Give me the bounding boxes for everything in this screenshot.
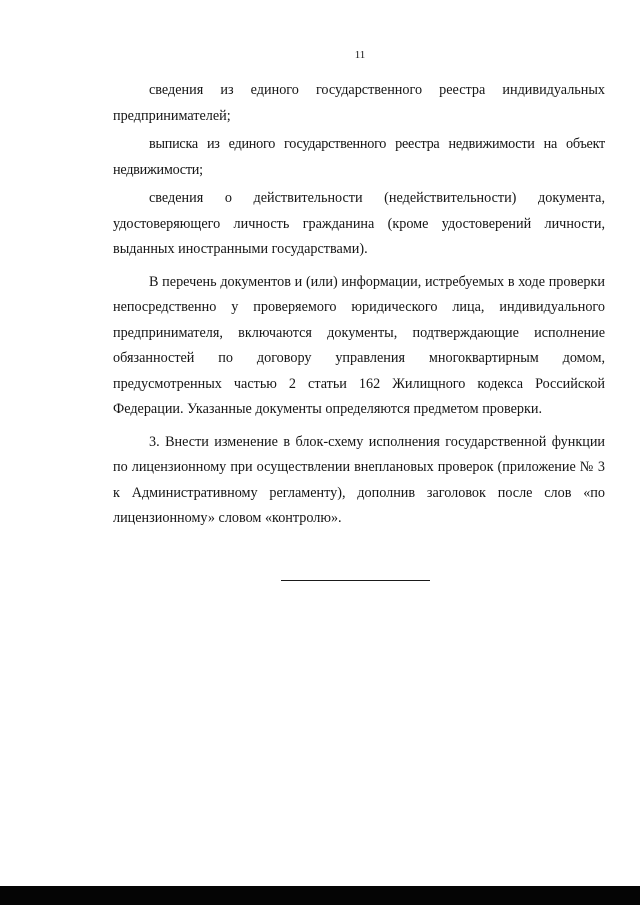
scan-edge-bar xyxy=(0,886,640,905)
paragraph-id-document-validity: сведения о действительности (недействительности) документа, удостоверяющего личность гражданина (кроме удостоверений личности, выданных иностранными государствами). xyxy=(113,190,605,257)
document-body xyxy=(113,78,605,532)
paragraph-egrn-extract: выписка из единого государственного реестра недвижимости на объект недвижимости; xyxy=(113,136,605,178)
closing-divider xyxy=(281,580,430,581)
paragraph-flowchart-amendment: 3. Внести изменение в блок-схему исполнения государственной функции по лицензионному при осуществлении внеплановых проверок (приложение № 3 к Административному регламенту), дополнив заголовок после слов «по лицензионному» словом «контролю». xyxy=(113,433,605,526)
page-number: 11 xyxy=(354,49,366,61)
paragraph-egrip-info: сведения из единого государственного реестра индивидуальных предпринимателей; xyxy=(113,82,605,124)
paragraph-inspection-documents: В перечень документов и (или) информации, истребуемых в ходе проверки непосредственно у проверяемого юридического лица, индивидуального предпринимателя, включаются документы, подтверждающие исполнение обязанностей по договору управления многоквартирным домом, предусмотренных частью 2 статьи 162 Жилищного кодекса Российской Федерации. Указанные документы определяются предметом проверки. xyxy=(113,273,605,417)
